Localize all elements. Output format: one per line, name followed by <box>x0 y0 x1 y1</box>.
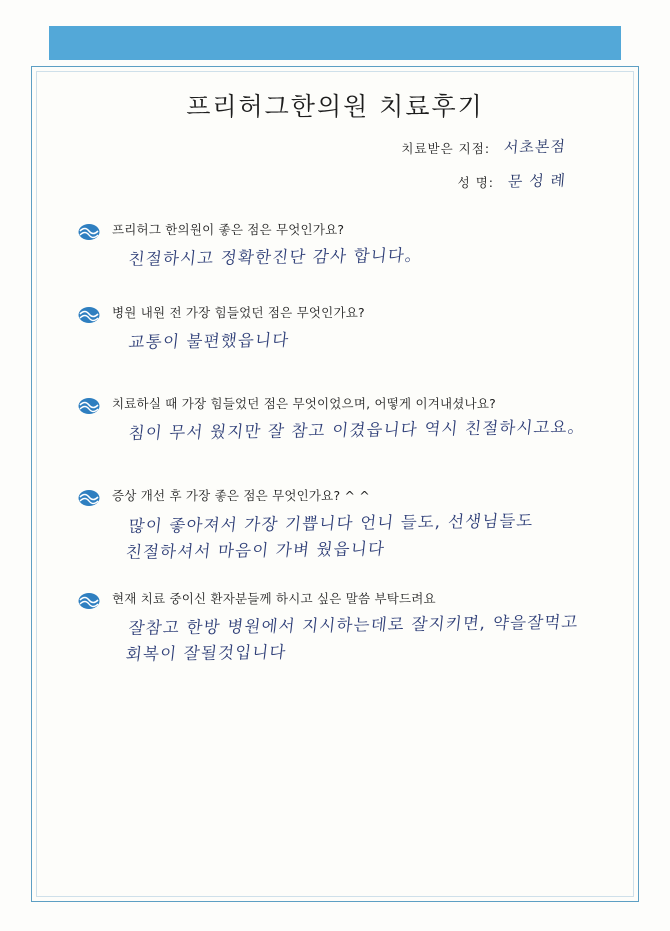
qa-item <box>78 396 608 447</box>
qa-item <box>78 591 608 667</box>
wave-logo-icon <box>78 397 100 415</box>
patient-meta <box>266 135 566 203</box>
qa-item <box>78 222 608 273</box>
meta-label-name: 성 명: <box>457 175 494 190</box>
question-text: 프리허그 한의원이 좋은 점은 무엇인가요? <box>112 222 345 237</box>
question-text: 병원 내원 전 가장 힘들었던 점은 무엇인가요? <box>112 304 365 320</box>
answer-text: 많이 좋아져서 가장 기쁩니다 언니 들도, 선생님들도 친절하셔서 마음이 가벼 웠읍니다 <box>124 510 535 562</box>
answer-text: 침이 무서 웠지만 잘 참고 이겼읍니다 역시 친절하시고요。 <box>127 417 587 443</box>
qa-item <box>78 305 608 356</box>
meta-row-branch <box>266 135 566 157</box>
answer-text: 친절하시고 정확한진단 감사 합니다。 <box>127 245 424 270</box>
question-text: 현재 치료 중이신 환자분들께 하시고 싶은 말씀 부탁드려요 <box>112 590 436 606</box>
answer-text: 잘참고 한방 병원에서 지시하는데로 잘지키면, 약을잘먹고 회복이 잘될것입니다 <box>124 612 580 664</box>
wave-logo-icon <box>78 306 100 324</box>
meta-row-name <box>266 169 566 191</box>
wave-logo-icon <box>78 489 100 507</box>
top-blue-band <box>49 26 621 60</box>
document-frame <box>31 66 639 902</box>
answer-text: 교통이 불편했읍니다 <box>127 330 291 352</box>
question-text: 증상 개선 후 가장 좋은 점은 무엇인가요? ^ ^ <box>112 488 370 504</box>
wave-logo-icon <box>78 223 100 241</box>
qa-list <box>78 222 608 667</box>
page-title: 프리허그한의원 치료후기 <box>186 92 484 121</box>
meta-value-branch: 서초본점 <box>503 137 567 157</box>
meta-label-branch: 치료받은 지점: <box>401 141 491 156</box>
question-text: 치료하실 때 가장 힘들었던 점은 무엇이었으며, 어떻게 이겨내셨나요? <box>112 395 496 411</box>
meta-value-name: 문 성 례 <box>507 171 567 191</box>
qa-item <box>78 488 608 564</box>
wave-logo-icon <box>78 592 100 610</box>
